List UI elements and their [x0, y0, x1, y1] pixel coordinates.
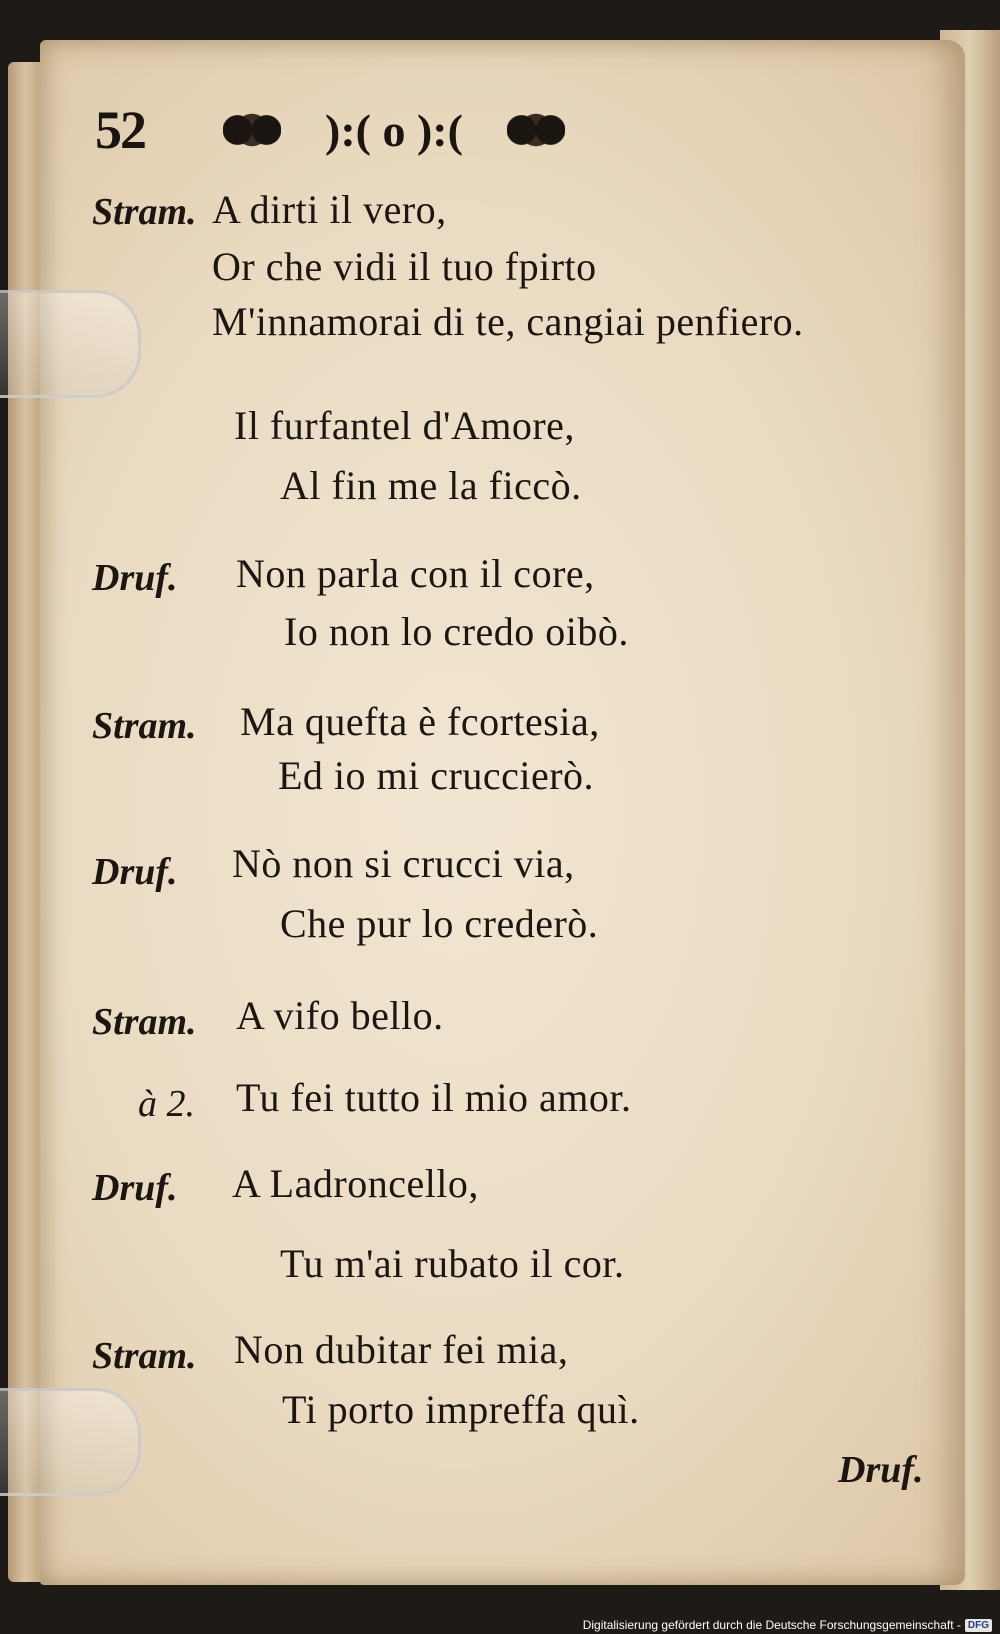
speaker-label: Stram. — [92, 705, 197, 747]
verse-line: Non parla con il core, — [236, 551, 595, 596]
catchword: Druf. — [838, 1449, 924, 1491]
verse-line: Non dubitar fei mia, — [234, 1327, 569, 1372]
verse-line: Nò non si crucci via, — [232, 841, 575, 886]
verse-line: Ma quefta è fcortesia, — [240, 699, 600, 744]
verse-line: A dirti il vero, — [212, 187, 447, 232]
verse-line: Ed io mi cruccierò. — [278, 753, 595, 798]
verse-line: A vifo bello. — [236, 993, 444, 1038]
verse-line: Ti porto impreffa quì. — [282, 1387, 640, 1432]
speaker-label: Stram. — [92, 1335, 197, 1377]
verse-line: Or che vidi il tuo fpirto — [212, 244, 597, 289]
flower-ornament-icon — [223, 110, 281, 150]
verse-line: Al fin me la ficcò. — [280, 463, 582, 508]
page-clip — [0, 290, 141, 398]
speaker-label: Stram. — [92, 191, 197, 233]
verse-line: M'innamorai di te, cangiai penfiero. — [212, 299, 804, 344]
page-header — [95, 95, 795, 165]
verse-line: Il furfantel d'Amore, — [234, 403, 575, 448]
speaker-label: Druf. — [92, 851, 178, 893]
speaker-label: Stram. — [92, 1001, 197, 1043]
speaker-label: Druf. — [92, 1167, 178, 1209]
verse-line: Tu fei tutto il mio amor. — [236, 1075, 632, 1120]
credit-text: Digitalisierung gefördert durch die Deutsche Forschungsgemeinschaft - — [582, 1618, 961, 1632]
verse-line: Io non lo credo oibò. — [284, 609, 629, 654]
speaker-label: à 2. — [138, 1083, 195, 1125]
header-ornament: ):( o ):( — [325, 104, 463, 156]
verse-line: Tu m'ai rubato il cor. — [280, 1241, 625, 1286]
verse-line: Che pur lo crederò. — [280, 901, 599, 946]
flower-ornament-icon — [507, 110, 565, 150]
speaker-label: Druf. — [92, 557, 178, 599]
verse-line: A Ladroncello, — [232, 1161, 479, 1206]
page-number: 52 — [95, 100, 145, 160]
dfg-logo-icon: DFG — [965, 1619, 992, 1632]
page-clip — [0, 1388, 141, 1496]
digitization-credit — [583, 1618, 992, 1632]
